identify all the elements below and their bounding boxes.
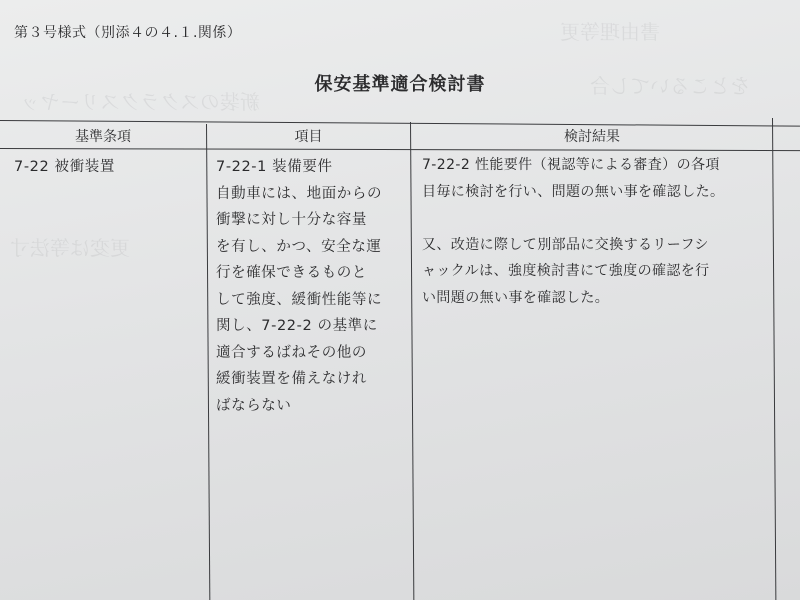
paragraph-gap: [422, 205, 724, 232]
item-line: 緩衝装置を備えなけれ: [216, 371, 367, 387]
standard-clause-text: 7-22 被衝装置: [14, 159, 115, 175]
show-through-text: 新装のスクラクスリーヤッ: [20, 90, 260, 114]
standard-clause-cell: [14, 154, 115, 181]
item-line: 適合するばねその他の: [216, 344, 367, 361]
result-cell: [422, 152, 724, 311]
document-title: 保安基準適合検討書: [314, 74, 486, 95]
item-line: ばならない: [216, 397, 292, 414]
item-line: 行を確保できるものと: [216, 265, 367, 281]
show-through-text: 書由理等更: [560, 20, 660, 44]
item-line: 自動車には、地面からの: [216, 185, 383, 202]
result-line: ャックルは、強度検討書にて強度の確認を行: [422, 263, 710, 279]
result-line: 7-22-2 性能要件（視認等による審査）の各項: [422, 157, 720, 173]
column-divider-2: [410, 122, 415, 600]
item-line: 関し、7-22-2 の基準に: [216, 318, 378, 334]
result-line: 又、改造に際して別部品に交換するリーフシ: [422, 236, 709, 253]
show-through-text: 更変は等法寸: [10, 236, 130, 260]
item-line: して強度、緩衝性能等に: [216, 291, 383, 308]
show-through-text: をとこるいてし合: [590, 74, 750, 98]
item-line: を有し、かつ、安全な運: [216, 238, 382, 255]
result-line: 目毎に検討を行い、問題の無い事を確認した。: [422, 183, 725, 200]
header-item: 項目: [294, 129, 323, 145]
column-divider-1: [206, 124, 211, 600]
item-heading: 7-22-1 装備要件: [216, 159, 333, 175]
item-cell: [216, 154, 382, 419]
header-result: 検討結果: [564, 129, 620, 145]
header-bottom-border: [0, 148, 800, 151]
item-line: 衝撃に対し十分な容量: [216, 212, 367, 228]
column-divider-3: [772, 118, 777, 600]
form-number: 第３号様式（別添４の４.１.関係）: [14, 25, 242, 41]
header-standard: 基準条項: [75, 129, 131, 145]
result-line: い問題の無い事を確認した。: [422, 289, 610, 306]
